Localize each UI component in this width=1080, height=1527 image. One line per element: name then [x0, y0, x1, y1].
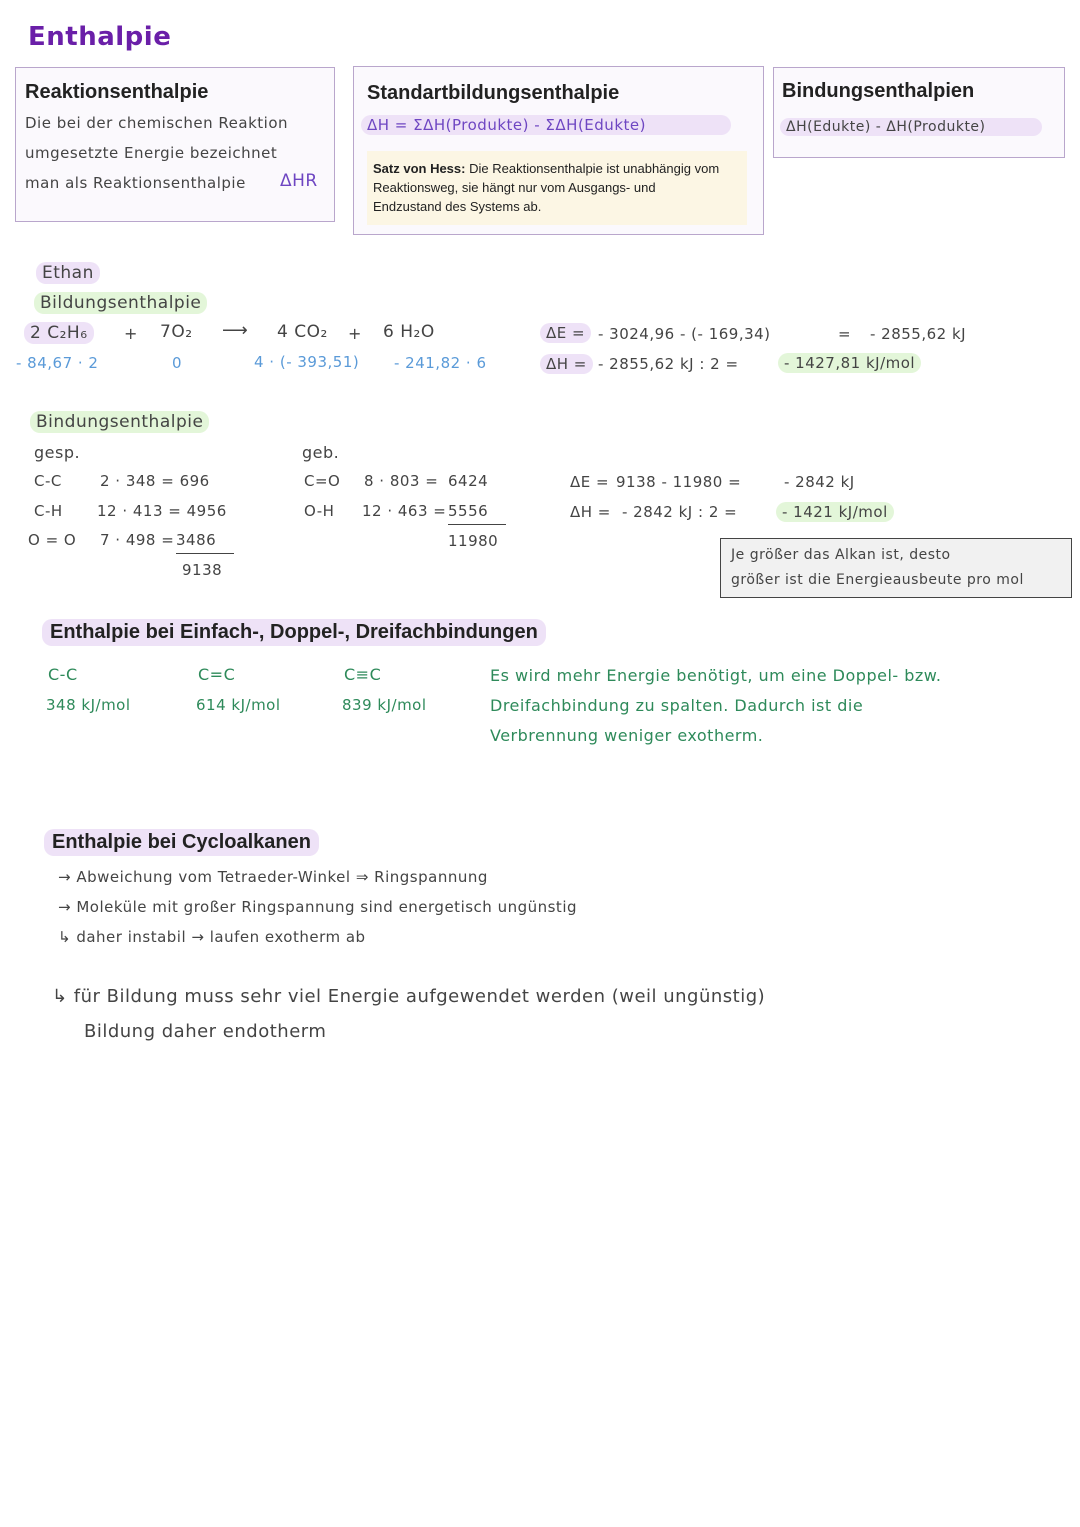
geb2-bond: O-H — [304, 502, 335, 520]
row2-calc: 12 · 413 = 4956 — [97, 502, 227, 520]
eq-product2: 6 H₂O — [383, 322, 435, 342]
bindung-de-expr: 9138 - 11980 = — [616, 473, 742, 491]
mehrfach-text1: Es wird mehr Energie benötigt, um eine Doppel- bzw. — [490, 666, 942, 685]
cyclo-heading: Enthalpie bei Cycloalkanen — [44, 829, 319, 856]
reaktionsenthalpie-line3: man als Reaktionsenthalpie — [25, 174, 246, 192]
ethan-bildungsenthalpie-label: Bildungsenthalpie — [34, 292, 207, 314]
sum-left: 9138 — [182, 561, 223, 579]
mehrfach-v2: 614 kJ/mol — [196, 696, 281, 714]
hess-line2: Reaktionsweg, sie hängt nur vom Ausgangs- und — [373, 180, 656, 195]
gesp-label: gesp. — [34, 443, 81, 462]
reaktionsenthalpie-heading: Reaktionsenthalpie — [25, 81, 209, 103]
reaktionsenthalpie-line1: Die bei der chemischen Reaktion — [25, 114, 289, 132]
mehrfach-v3: 839 kJ/mol — [342, 696, 427, 714]
cyclo-final1: ↳ für Bildung muss sehr viel Energie aufgewendet werden (weil ungünstig) — [52, 986, 766, 1007]
geb2-calc-b: 5556 — [448, 502, 506, 525]
bindung-de-result: - 2842 kJ — [784, 473, 855, 491]
geb1-calc-a: 8 · 803 = — [364, 472, 439, 490]
row3-bond: O = O — [28, 531, 77, 549]
bindung-dh-result: - 1421 kJ/mol — [776, 502, 894, 522]
ethan-de-expr: - 3024,96 - (- 169,34) — [598, 325, 771, 343]
mehrfach-v1: 348 kJ/mol — [46, 696, 131, 714]
cyclo-item1: → Abweichung vom Tetraeder-Winkel ⇒ Ringspannung — [58, 868, 488, 886]
eq-plus1: + — [124, 324, 138, 343]
ethan-label: Ethan — [36, 262, 100, 284]
row2-bond: C-H — [34, 502, 63, 520]
mehrfach-text2: Dreifachbindung zu spalten. Dadurch ist die — [490, 696, 864, 715]
geb1-calc-b: 6424 — [448, 472, 489, 490]
hess-label: Satz von Hess: — [373, 161, 466, 176]
bindung-de-label: ΔE = — [570, 473, 610, 491]
cyclo-final2: Bildung daher endotherm — [84, 1021, 327, 1042]
alkan-note-box — [720, 538, 1072, 598]
standardbildungsenthalpie-box — [353, 66, 764, 235]
eq-plus2: + — [348, 324, 362, 343]
reaktionsenthalpie-box — [15, 67, 335, 222]
hess-line3: Endzustand des Systems ab. — [373, 199, 542, 214]
bindung-dh-expr: - 2842 kJ : 2 = — [622, 503, 738, 521]
eq-product1: 4 CO₂ — [277, 322, 328, 342]
hess-line1 — [373, 161, 719, 176]
alkan-note-line2: größer ist die Energieausbeute pro mol — [731, 572, 1024, 588]
eq-reactant2: 7O₂ — [160, 322, 193, 342]
geb-label: geb. — [302, 443, 340, 462]
ethan-de-eq: = — [838, 325, 852, 343]
page-title: Enthalpie — [28, 22, 172, 52]
mehrfach-text3: Verbrennung weniger exotherm. — [490, 726, 764, 745]
ethan-val2: 0 — [172, 354, 183, 372]
sum-right: 11980 — [448, 532, 499, 550]
row1-calc: 2 · 348 = 696 — [100, 472, 210, 490]
hess-text1: Die Reaktionsenthalpie ist unabhängig vom — [469, 161, 720, 176]
ethan-val1: - 84,67 · 2 — [16, 354, 99, 372]
eq-reactant1: 2 C₂H₆ — [24, 322, 94, 344]
row3-calc-b: 3486 — [176, 531, 234, 554]
alkan-note-line1: Je größer das Alkan ist, desto — [731, 547, 951, 563]
cyclo-item2: → Moleküle mit großer Ringspannung sind energetisch ungünstig — [58, 898, 578, 916]
geb1-bond: C=O — [304, 472, 341, 490]
bindung-dh-label: ΔH = — [570, 503, 611, 521]
eq-arrow: ⟶ — [222, 320, 249, 341]
bindungsenthalpien-formula: ΔH(Edukte) - ΔH(Produkte) — [780, 118, 1042, 136]
ethan-dh-result: - 1427,81 kJ/mol — [778, 353, 921, 373]
cyclo-item3: ↳ daher instabil → laufen exotherm ab — [58, 928, 366, 946]
geb2-calc-a: 12 · 463 = — [362, 502, 447, 520]
ethan-de-label: ΔE = — [540, 323, 591, 343]
ethan-val3: 4 · (- 393,51) — [254, 353, 360, 371]
standard-formula: ΔH = ΣΔH(Produkte) - ΣΔH(Edukte) — [361, 115, 731, 135]
reaktionsenthalpie-line2: umgesetzte Energie bezeichnet — [25, 144, 278, 162]
bindungsenthalpien-heading: Bindungsenthalpien — [782, 80, 975, 102]
ethan-dh-expr: - 2855,62 kJ : 2 = — [598, 355, 739, 373]
mehrfach-b1: C-C — [48, 665, 78, 684]
row1-bond: C-C — [34, 472, 62, 490]
row3-calc-a: 7 · 498 = — [100, 531, 175, 549]
bindungsenthalpien-box — [773, 67, 1065, 158]
hess-highlight — [367, 151, 747, 225]
mehrfach-b2: C=C — [198, 665, 236, 684]
mehrfach-b3: C≡C — [344, 665, 382, 684]
ethan-de-result: - 2855,62 kJ — [870, 325, 967, 343]
ethan-val4: - 241,82 · 6 — [394, 354, 487, 372]
bindungsenthalpie-label: Bindungsenthalpie — [30, 411, 209, 433]
mehrfach-heading: Enthalpie bei Einfach-, Doppel-, Dreifachbindungen — [42, 619, 546, 646]
standardbildungsenthalpie-heading: Standartbildungsenthalpie — [367, 82, 620, 104]
ethan-dh-label: ΔH = — [540, 354, 593, 374]
delta-hr-symbol: ΔHR — [280, 171, 318, 191]
